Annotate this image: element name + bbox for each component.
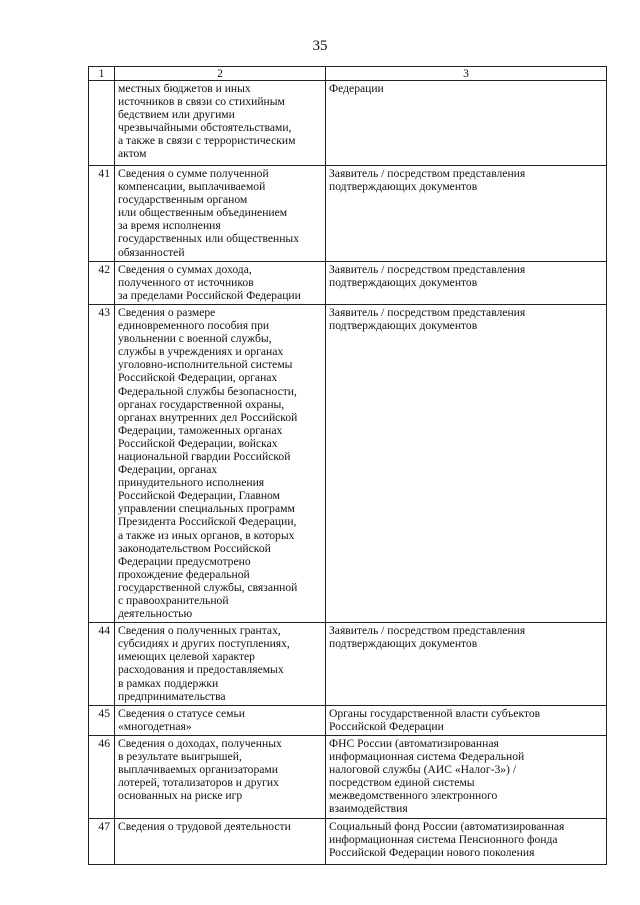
row-source: Федерации (326, 81, 607, 166)
row-info: Сведения о размере единовременного пособия при увольнении с военной службы, службы в учреждениях и органах уголовно-исполнительной системы Российской Федерации, органах Федеральной службы безопасности, органах государственной охраны, органах внутренних дел Российской Федерации, таможенных органах Российской Федерации, войсках национальной гвардии Российской Федерации, органах принудительного исполнения Российской Федерации, Главном управлении специальных программ Президента Российской Федерации, а также из иных органов, в которых законодательством Российской Федерации предусмотрено прохождение федеральной государственной службы, связанной с правоохранительной деятельностью (115, 304, 326, 622)
row-number: 41 (89, 166, 115, 262)
row-number: 43 (89, 304, 115, 622)
table-row (89, 705, 607, 735)
table-row (89, 623, 607, 706)
row-number (89, 81, 115, 166)
row-number: 42 (89, 261, 115, 304)
header-col-1: 1 (89, 67, 115, 81)
page-number: 35 (312, 38, 328, 54)
row-number: 46 (89, 735, 115, 818)
row-info: Сведения о полученных грантах, субсидиях и других поступлениях, имеющих целевой характер расходования и предоставляемых в рамках поддержки предпринимательства (115, 623, 326, 706)
table-row (89, 261, 607, 304)
row-number: 47 (89, 818, 115, 864)
row-info: Сведения о суммах дохода, полученного от источников за пределами Российской Федерации (115, 261, 326, 304)
row-info: Сведения о доходах, полученных в результате выигрышей, выплачиваемых организаторами лотерей, тотализаторов и других основанных на риске игр (115, 735, 326, 818)
table-header-row (89, 67, 607, 81)
row-source: Заявитель / посредством представления подтверждающих документов (326, 623, 607, 706)
table-row (89, 818, 607, 864)
row-info: Сведения о статусе семьи «многодетная» (115, 705, 326, 735)
row-source: Социальный фонд России (автоматизированная информационная система Пенсионного фонда Российской Федерации нового поколения (326, 818, 607, 864)
data-sources-table (88, 66, 607, 865)
row-number: 45 (89, 705, 115, 735)
table-row (89, 735, 607, 818)
row-info: местных бюджетов и иных источников в связи со стихийным бедствием или другими чрезвычайными обстоятельствами, а также в связи с террористическим актом (115, 81, 326, 166)
header-col-3: 3 (326, 67, 607, 81)
row-source: Заявитель / посредством представления подтверждающих документов (326, 166, 607, 262)
row-source: Органы государственной власти субъектов Российской Федерации (326, 705, 607, 735)
table-row (89, 81, 607, 166)
header-col-2: 2 (115, 67, 326, 81)
row-info: Сведения о трудовой деятельности (115, 818, 326, 864)
row-source: ФНС России (автоматизированная информационная система Федеральной налоговой службы (АИС «Налог-3») / посредством единой системы межведомственного электронного взаимодействия (326, 735, 607, 818)
row-info: Сведения о сумме полученной компенсации, выплачиваемой государственным органом или общественным объединением за время исполнения государственных или общественных обязанностей (115, 166, 326, 262)
row-source: Заявитель / посредством представления подтверждающих документов (326, 304, 607, 622)
table-row (89, 166, 607, 262)
row-source: Заявитель / посредством представления подтверждающих документов (326, 261, 607, 304)
table-row (89, 304, 607, 622)
row-number: 44 (89, 623, 115, 706)
